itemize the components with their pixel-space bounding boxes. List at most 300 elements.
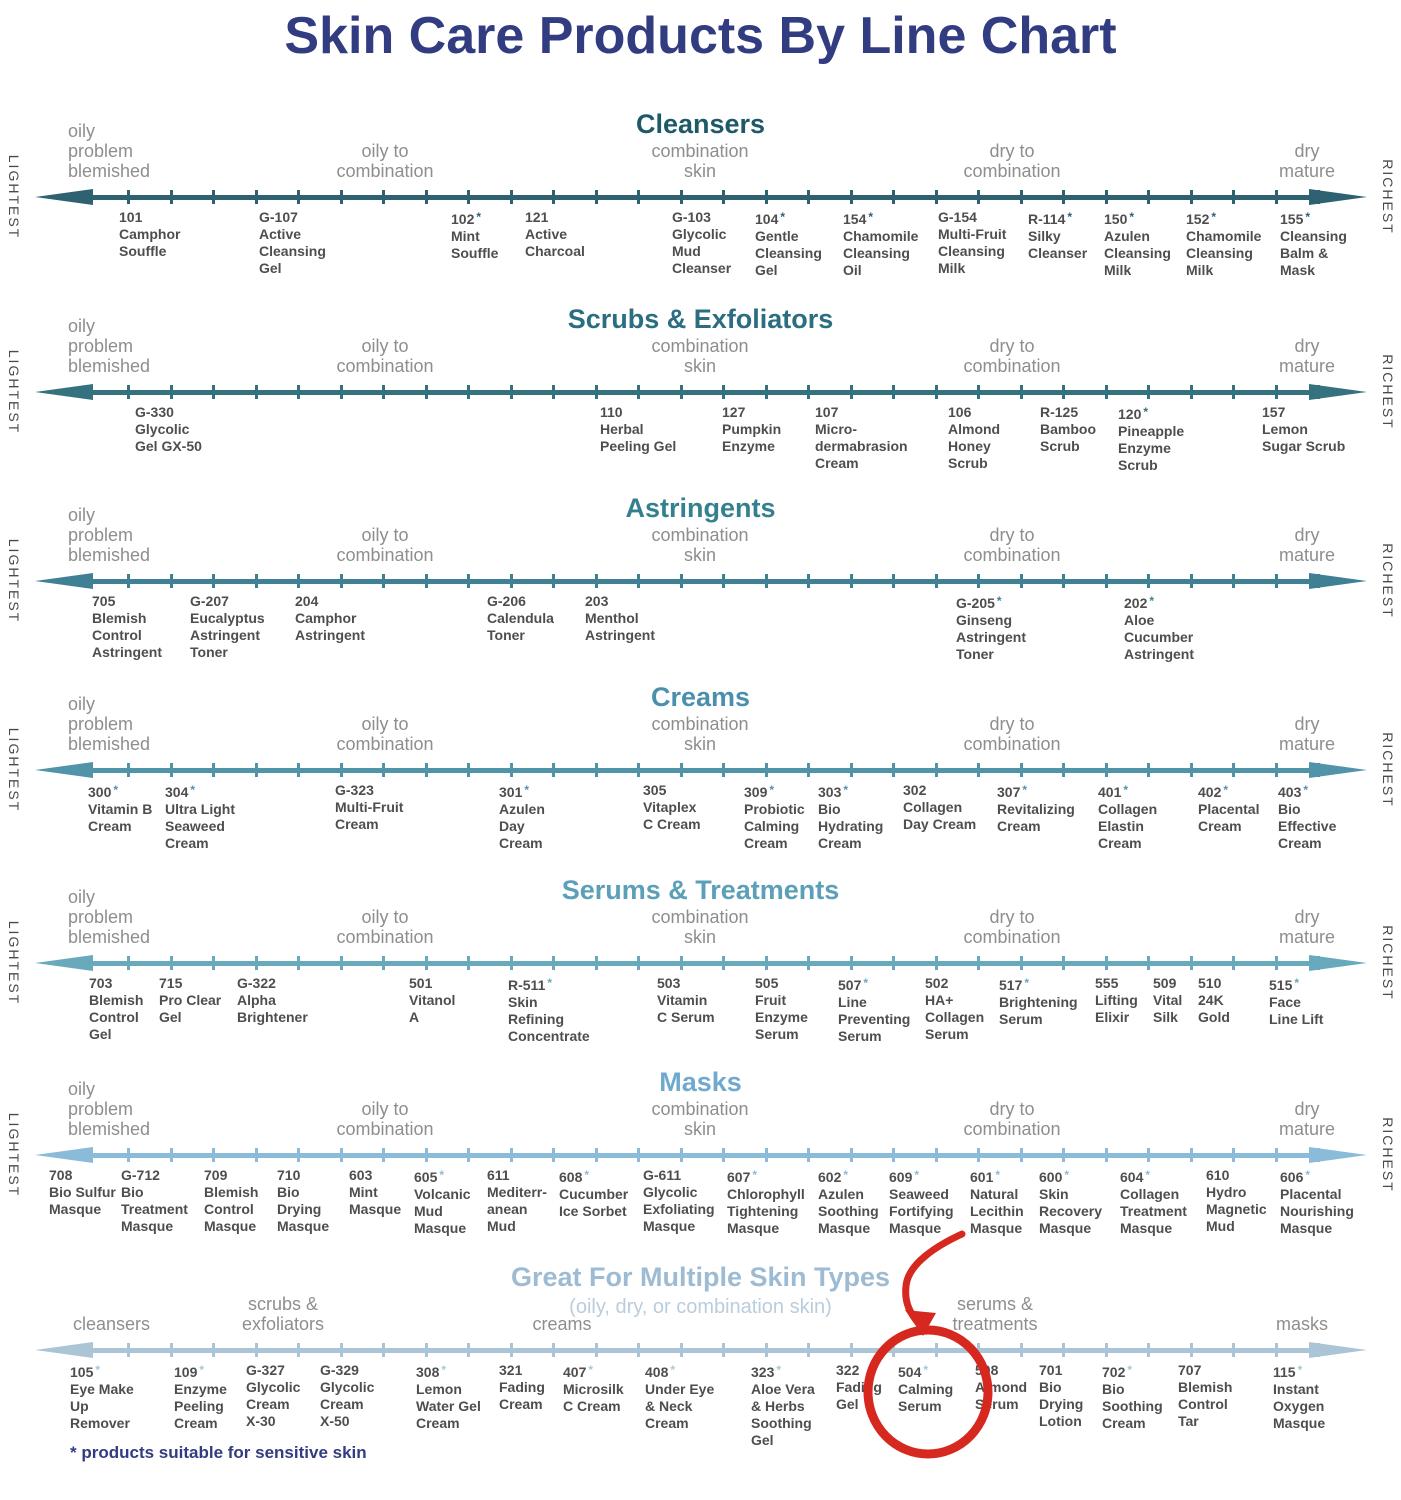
product-label (643, 782, 701, 833)
product-code: G-712 (121, 1167, 160, 1183)
product-label (755, 975, 808, 1043)
axis-tick (297, 385, 300, 399)
skin-type-label: oily problem blemished (68, 316, 151, 376)
axis (35, 189, 1367, 205)
product-name: Glycolic Cream X-30 (246, 1379, 301, 1429)
axis-tick (255, 190, 258, 204)
axis-tick (722, 763, 725, 777)
product-code: 309 (744, 784, 768, 800)
richest-label: RICHEST (1380, 354, 1396, 430)
product-label (190, 593, 265, 661)
axis-line (75, 1153, 1327, 1158)
axis-tick (425, 1343, 428, 1357)
product-code: 150 (1104, 211, 1128, 227)
axis (35, 384, 1367, 400)
axis-tick (1275, 190, 1278, 204)
axis-tick (1147, 574, 1150, 588)
product-label (165, 782, 235, 852)
axis-tick (680, 1343, 683, 1357)
axis-tick (1190, 956, 1193, 970)
product-code: 106 (948, 404, 972, 420)
product-code: 152 (1186, 211, 1210, 227)
product-label (672, 209, 731, 277)
richest-label: RICHEST (1380, 925, 1396, 1001)
skin-type-label: oily to combination (336, 714, 434, 754)
axis-tick (1020, 385, 1023, 399)
skin-type-label: dry mature (1278, 1099, 1336, 1139)
product-code: 304 (165, 784, 189, 800)
product-code: 323 (751, 1364, 775, 1380)
product-name: Volcanic Mud Masque (414, 1186, 471, 1236)
skin-type-label: dry to combination (963, 141, 1061, 181)
product-name: Glycolic Exfoliating Masque (643, 1184, 715, 1234)
axis (35, 1342, 1367, 1358)
product-label (815, 404, 908, 472)
axis-tick (680, 956, 683, 970)
product-code: 505 (755, 975, 779, 991)
sensitive-star-icon: * (1145, 1168, 1151, 1182)
product-label (727, 1167, 805, 1237)
axis-tick (637, 385, 640, 399)
product-code: 402 (1198, 784, 1222, 800)
product-label (487, 1167, 547, 1235)
sensitive-star-icon: * (996, 594, 1002, 608)
axis-tick (340, 574, 343, 588)
axis-tick (425, 190, 428, 204)
product-code: 610 (1206, 1167, 1230, 1183)
axis-tick (1020, 574, 1023, 588)
product-name: Probiotic Calming Cream (744, 801, 805, 851)
product-name: Calendula Toner (487, 610, 554, 643)
product-code: 305 (643, 782, 667, 798)
axis-tick (552, 385, 555, 399)
skin-type-label: scrubs & exfoliators (241, 1294, 325, 1334)
axis-tick (765, 385, 768, 399)
axis-tick (807, 190, 810, 204)
axis-tick (510, 763, 513, 777)
product-code: 121 (525, 209, 549, 225)
axis-tick (765, 956, 768, 970)
sensitive-star-icon: * (1294, 976, 1300, 990)
axis-tick (1020, 1343, 1023, 1357)
sensitive-star-icon: * (914, 1168, 920, 1182)
sensitive-star-icon: * (1223, 783, 1229, 797)
product-name: Azulen Soothing Masque (818, 1186, 879, 1236)
axis-tick (340, 1148, 343, 1162)
axis-tick (1232, 190, 1235, 204)
product-label (948, 404, 1000, 472)
product-label (585, 593, 655, 644)
axis-tick (467, 385, 470, 399)
axis-tick (255, 1343, 258, 1357)
product-label (903, 782, 976, 833)
axis-tick (1105, 956, 1108, 970)
product-name: Blemish Control Masque (204, 1184, 259, 1234)
product-name: Collagen Elastin Cream (1098, 801, 1158, 851)
product-name: Active Charcoal (525, 226, 585, 259)
axis-tick (127, 1343, 130, 1357)
axis-tick (382, 956, 385, 970)
axis-tick (467, 763, 470, 777)
product-label (525, 209, 585, 260)
skin-type-label: dry to combination (963, 907, 1061, 947)
axis (35, 1147, 1367, 1163)
axis-tick (1190, 574, 1193, 588)
product-label (1039, 1362, 1083, 1430)
sensitive-star-icon: * (588, 1363, 594, 1377)
axis-tick (680, 190, 683, 204)
product-label (1120, 1167, 1187, 1237)
axis-tick (1190, 763, 1193, 777)
product-name: Camphor Souffle (119, 226, 181, 259)
axis-tick (850, 574, 853, 588)
axis (35, 573, 1367, 589)
skin-type-label: oily problem blemished (68, 121, 151, 181)
product-code: 708 (49, 1167, 73, 1183)
axis-tick (1275, 956, 1278, 970)
section-title: Great For Multiple Skin Types (510, 1262, 891, 1292)
axis-tick (1190, 385, 1193, 399)
axis-tick (637, 574, 640, 588)
product-name: Blemish Control Tar (1178, 1379, 1233, 1429)
product-name: Ultra Light Seaweed Cream (165, 801, 235, 851)
axis-tick (935, 190, 938, 204)
product-code: G-329 (320, 1362, 359, 1378)
axis-tick (1147, 1343, 1150, 1357)
sensitive-star-icon: * (1129, 210, 1135, 224)
product-label (204, 1167, 258, 1235)
axis-tick (680, 1148, 683, 1162)
section-title: Creams (650, 682, 751, 712)
sensitive-star-icon: * (1022, 783, 1028, 797)
product-name: Bio Hydrating Cream (818, 801, 884, 851)
product-code: 509 (1153, 975, 1177, 991)
axis-tick (722, 190, 725, 204)
product-code: G-322 (237, 975, 276, 991)
skin-type-label: oily to combination (336, 1099, 434, 1139)
product-label (174, 1362, 227, 1432)
product-code: 604 (1120, 1169, 1144, 1185)
axis-tick (85, 190, 88, 204)
axis-tick (807, 1148, 810, 1162)
product-label (1262, 404, 1345, 455)
axis-tick (382, 763, 385, 777)
axis-line (75, 579, 1327, 584)
axis-tick (212, 956, 215, 970)
product-label (508, 975, 590, 1045)
axis-tick (467, 574, 470, 588)
product-code: 507 (838, 977, 862, 993)
axis-line (75, 768, 1327, 773)
axis-tick (85, 574, 88, 588)
axis-tick (552, 1148, 555, 1162)
axis-tick (212, 1343, 215, 1357)
product-code: 407 (563, 1364, 587, 1380)
axis-tick (892, 956, 895, 970)
axis-tick (1020, 1148, 1023, 1162)
product-label (889, 1167, 954, 1237)
axis-tick (1062, 190, 1065, 204)
sensitive-star-icon: * (863, 976, 869, 990)
axis-tick (510, 956, 513, 970)
section-masks (0, 1063, 1401, 1258)
product-label (487, 593, 554, 644)
sensitive-star-icon: * (995, 1168, 1001, 1182)
product-name: Chamomile Cleansing Oil (843, 228, 919, 278)
product-name: Placental Nourishing Masque (1280, 1186, 1354, 1236)
axis-tick (552, 1343, 555, 1357)
product-name: Chamomile Cleansing Milk (1186, 228, 1262, 278)
product-code: R-125 (1040, 404, 1079, 420)
axis-tick (1105, 1343, 1108, 1357)
product-label (938, 209, 1006, 277)
product-label (970, 1167, 1024, 1237)
axis-tick (977, 956, 980, 970)
axis-tick (1317, 763, 1320, 777)
product-name: Collagen Treatment Masque (1120, 1186, 1187, 1236)
product-code: 105 (70, 1364, 94, 1380)
product-label (755, 209, 822, 279)
axis-tick (255, 574, 258, 588)
sensitive-star-icon: * (1211, 210, 1217, 224)
axis-tick (1317, 574, 1320, 588)
axis-tick (1275, 385, 1278, 399)
axis-tick (722, 1343, 725, 1357)
product-name: Bio Drying Lotion (1039, 1379, 1084, 1429)
axis-line (75, 390, 1327, 395)
skin-type-label: combination skin (651, 907, 749, 947)
product-label (409, 975, 455, 1026)
axis-tick (637, 1343, 640, 1357)
axis-tick (127, 190, 130, 204)
product-label (159, 975, 221, 1026)
product-code: 104 (755, 211, 779, 227)
axis-tick (637, 190, 640, 204)
skin-type-label: combination skin (651, 336, 749, 376)
axis-tick (765, 190, 768, 204)
sensitive-star-icon: * (868, 210, 874, 224)
product-code: 503 (657, 975, 681, 991)
product-name: Calming Serum (898, 1381, 954, 1414)
product-name: Bio Effective Cream (1278, 801, 1337, 851)
sensitive-star-icon: * (1127, 1363, 1133, 1377)
product-name: Active Cleansing Gel (259, 226, 326, 276)
product-code: 517 (999, 977, 1023, 993)
skin-type-label: dry to combination (963, 525, 1061, 565)
product-label (1039, 1167, 1102, 1237)
product-name: Cucumber Ice Sorbet (559, 1186, 629, 1219)
skin-type-label: masks (1275, 1314, 1328, 1334)
axis-tick (595, 763, 598, 777)
product-label (259, 209, 326, 277)
product-name: Bio Sulfur Masque (49, 1184, 116, 1217)
product-name: Aloe Cucumber Astringent (1124, 612, 1194, 662)
axis-tick (297, 763, 300, 777)
product-name: Face Line Lift (1269, 994, 1324, 1027)
axis-tick (552, 574, 555, 588)
skin-type-label: dry mature (1278, 525, 1336, 565)
axis-tick (170, 385, 173, 399)
axis-tick (85, 1148, 88, 1162)
product-code: 107 (815, 404, 839, 420)
product-code: 508 (975, 1362, 999, 1378)
product-code: 705 (92, 593, 116, 609)
product-code: 609 (889, 1169, 913, 1185)
product-code: G-207 (190, 593, 229, 609)
axis-tick (425, 956, 428, 970)
axis-tick (595, 574, 598, 588)
axis-tick (595, 190, 598, 204)
axis-tick (85, 763, 88, 777)
axis-tick (85, 1343, 88, 1357)
axis-tick (680, 763, 683, 777)
axis-tick (1147, 956, 1150, 970)
axis-tick (595, 956, 598, 970)
axis-tick (935, 1343, 938, 1357)
axis-tick (425, 763, 428, 777)
product-label (499, 782, 545, 852)
product-code: 403 (1278, 784, 1302, 800)
axis-tick (807, 385, 810, 399)
axis-tick (892, 1343, 895, 1357)
product-name: Chlorophyll Tightening Masque (727, 1186, 805, 1236)
axis-tick (212, 1148, 215, 1162)
axis-tick (1062, 1148, 1065, 1162)
skin-type-label: oily problem blemished (68, 887, 151, 947)
product-code: R-511 (508, 977, 546, 993)
product-label (49, 1167, 116, 1218)
axis-tick (1062, 763, 1065, 777)
product-code: 322 (836, 1362, 860, 1378)
skin-type-label: dry mature (1278, 336, 1336, 376)
product-label (135, 404, 202, 455)
sensitive-star-icon: * (476, 210, 482, 224)
section-astringents (0, 489, 1401, 684)
axis-tick (807, 763, 810, 777)
axis (35, 762, 1367, 778)
axis-tick (382, 385, 385, 399)
axis-tick (382, 1343, 385, 1357)
axis-tick (850, 763, 853, 777)
product-label (237, 975, 308, 1026)
axis-tick (807, 956, 810, 970)
axis-tick (977, 1343, 980, 1357)
axis-tick (1105, 190, 1108, 204)
product-code: 601 (970, 1169, 994, 1185)
product-name: Blemish Control Astringent (92, 610, 162, 660)
sensitive-star-icon: * (1303, 783, 1309, 797)
sensitive-star-icon: * (1305, 1168, 1311, 1182)
axis-tick (765, 1343, 768, 1357)
axis-tick (637, 1148, 640, 1162)
axis-tick (297, 956, 300, 970)
product-name: Bio Drying Masque (277, 1184, 330, 1234)
axis-line (75, 1348, 1327, 1353)
product-code: 203 (585, 593, 609, 609)
sensitive-star-icon: * (199, 1363, 205, 1377)
axis-tick (467, 190, 470, 204)
axis-tick (1275, 1148, 1278, 1162)
product-label (70, 1362, 134, 1432)
product-name: Eye Make Up Remover (70, 1381, 134, 1431)
product-code: 307 (997, 784, 1021, 800)
product-label (1273, 1362, 1325, 1432)
axis-line (75, 195, 1327, 200)
skin-type-label: creams (532, 1314, 592, 1334)
axis-tick (935, 763, 938, 777)
axis-tick (892, 574, 895, 588)
product-name: Silky Cleanser (1028, 228, 1088, 261)
axis-tick (935, 1148, 938, 1162)
product-name: Instant Oxygen Masque (1273, 1381, 1326, 1431)
skin-type-label: dry to combination (963, 336, 1061, 376)
product-code: 401 (1098, 784, 1122, 800)
product-name: Collagen Day Cream (903, 799, 977, 832)
product-code: 515 (1269, 977, 1293, 993)
axis-tick (340, 956, 343, 970)
product-code: 701 (1039, 1362, 1063, 1378)
product-label (744, 782, 805, 852)
product-label (119, 209, 180, 260)
skin-type-label: dry mature (1278, 714, 1336, 754)
product-label (657, 975, 715, 1026)
axis-tick (85, 385, 88, 399)
axis-tick (935, 574, 938, 588)
richest-label: RICHEST (1380, 1117, 1396, 1193)
axis-tick (212, 574, 215, 588)
product-label (1040, 404, 1096, 455)
axis-tick (1147, 190, 1150, 204)
product-name: Bio Treatment Masque (121, 1184, 188, 1234)
axis-line (75, 961, 1327, 966)
product-label (818, 1167, 879, 1237)
sensitive-star-icon: * (1064, 1168, 1070, 1182)
product-name: Enzyme Peeling Cream (174, 1381, 227, 1431)
product-label (838, 975, 910, 1045)
section-cleansers (0, 105, 1401, 300)
axis-tick (680, 574, 683, 588)
axis-tick (595, 1343, 598, 1357)
product-label (1098, 782, 1157, 852)
axis-tick (1232, 1148, 1235, 1162)
axis-tick (297, 1343, 300, 1357)
product-name: Eucalyptus Astringent Toner (190, 610, 265, 660)
product-name: Blemish Control Gel (89, 992, 144, 1042)
axis-tick (1275, 574, 1278, 588)
product-name: Almond Serum (975, 1379, 1028, 1412)
product-label (956, 593, 1026, 663)
sensitive-star-icon: * (547, 976, 553, 990)
sensitive-star-icon: * (190, 783, 196, 797)
product-label (1102, 1362, 1163, 1432)
sensitive-star-icon: * (1067, 210, 1073, 224)
axis-tick (637, 763, 640, 777)
skin-type-label: dry mature (1278, 141, 1336, 181)
axis-tick (765, 1148, 768, 1162)
product-name: Fruit Enzyme Serum (755, 992, 808, 1042)
product-name: Azulen Day Cream (499, 801, 545, 851)
axis-tick (1147, 1148, 1150, 1162)
product-code: 600 (1039, 1169, 1063, 1185)
product-name: Brightening Serum (999, 994, 1078, 1027)
section-title: Cleansers (635, 109, 766, 139)
axis-tick (170, 574, 173, 588)
product-label (320, 1362, 374, 1430)
skin-type-label: combination skin (651, 525, 749, 565)
axis-tick (850, 1343, 853, 1357)
skin-type-label: oily problem blemished (68, 694, 151, 754)
axis-tick (1190, 1148, 1193, 1162)
